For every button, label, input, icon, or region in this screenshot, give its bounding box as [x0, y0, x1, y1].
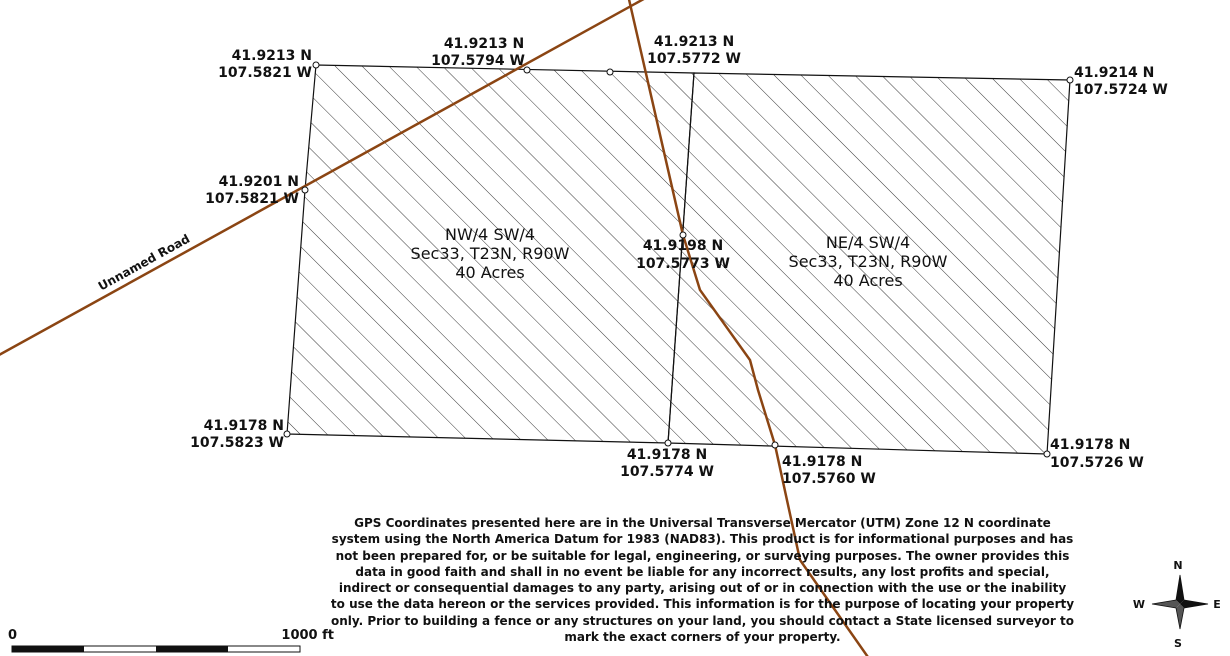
corner-label-lat: 41.9178 N	[203, 418, 284, 434]
corner-label-lon: 107.5774 W	[620, 464, 714, 480]
scale-bar	[8, 628, 334, 652]
disclaimer-text: GPS Coordinates presented here are in the Universal Transverse Mercator (UTM) Zone 12 N coordinate system using the North America Datum for 1983 (NAD83). This product is for informational purposes and has not been prepared for, or be suitable for legal, engineering, or surveying purposes. The owner provides this data in good faith and shall in no event be liable for any incorrect results, any lost profits and special, indirect or consequential damages to any party, arising out of or in connection with the use or the inability to use the data hereon or the services provided. This information is for the purpose of locating your property only. Prior to building a fence or any structures on your land, you should contact a State licensed surveyor to mark the exact corners of your property.	[330, 516, 1075, 645]
scale-label-start: 0	[8, 628, 18, 643]
corner-label-lon: 107.5726 W	[1050, 455, 1144, 471]
corner-label-lat: 41.9178 N	[1050, 437, 1131, 453]
compass-rose	[1133, 559, 1221, 650]
corner-label-lat: 41.9213 N	[231, 48, 312, 64]
corner-label-lat: 41.9178 N	[626, 447, 708, 463]
parcel-label-line: NW/4 SW/4	[445, 225, 535, 244]
road-label: Unnamed Road	[95, 231, 193, 294]
parcel-label-line: Sec33, T23N, R90W	[410, 244, 570, 263]
corner-marker[interactable]	[665, 440, 671, 446]
corner-marker[interactable]	[284, 431, 290, 437]
corner-marker[interactable]	[313, 62, 319, 68]
compass-star	[1152, 575, 1208, 629]
corner-label-lat: 41.9178 N	[782, 454, 863, 470]
corner-label-lat: 41.9201 N	[218, 174, 299, 190]
corner-label-lon: 107.5772 W	[647, 51, 741, 67]
compass-west: W	[1132, 598, 1146, 611]
corner-label-lon: 107.5794 W	[431, 53, 525, 69]
corner-label-lon: 107.5773 W	[636, 256, 730, 272]
corner-marker[interactable]	[607, 69, 613, 75]
parcel-label-line: Sec33, T23N, R90W	[788, 252, 948, 271]
corner-label-lat: 41.9214 N	[1074, 65, 1155, 81]
compass-east: E	[1213, 598, 1221, 611]
corner-label-lon: 107.5724 W	[1074, 82, 1168, 98]
corner-label-lon: 107.5821 W	[205, 191, 299, 207]
corner-marker[interactable]	[302, 187, 308, 193]
corner-label-lon: 107.5821 W	[218, 65, 312, 81]
corner-label-lon: 107.5823 W	[190, 435, 284, 451]
corner-label-lat: 41.9213 N	[443, 36, 525, 52]
corner-marker[interactable]	[1067, 77, 1073, 83]
compass-north: N	[1173, 559, 1183, 572]
compass-south: S	[1174, 637, 1182, 650]
parcel-label-line: 40 Acres	[833, 271, 903, 290]
corner-label-lon: 107.5760 W	[782, 471, 876, 487]
corner-marker[interactable]	[772, 442, 778, 448]
parcel-label-line: NE/4 SW/4	[825, 233, 911, 252]
parcel-label-line: 40 Acres	[455, 263, 525, 282]
corner-label-lat: 41.9213 N	[653, 34, 735, 50]
scale-label-end: 1000 ft	[281, 628, 334, 643]
corner-label-lat: 41.9198 N	[642, 238, 724, 254]
